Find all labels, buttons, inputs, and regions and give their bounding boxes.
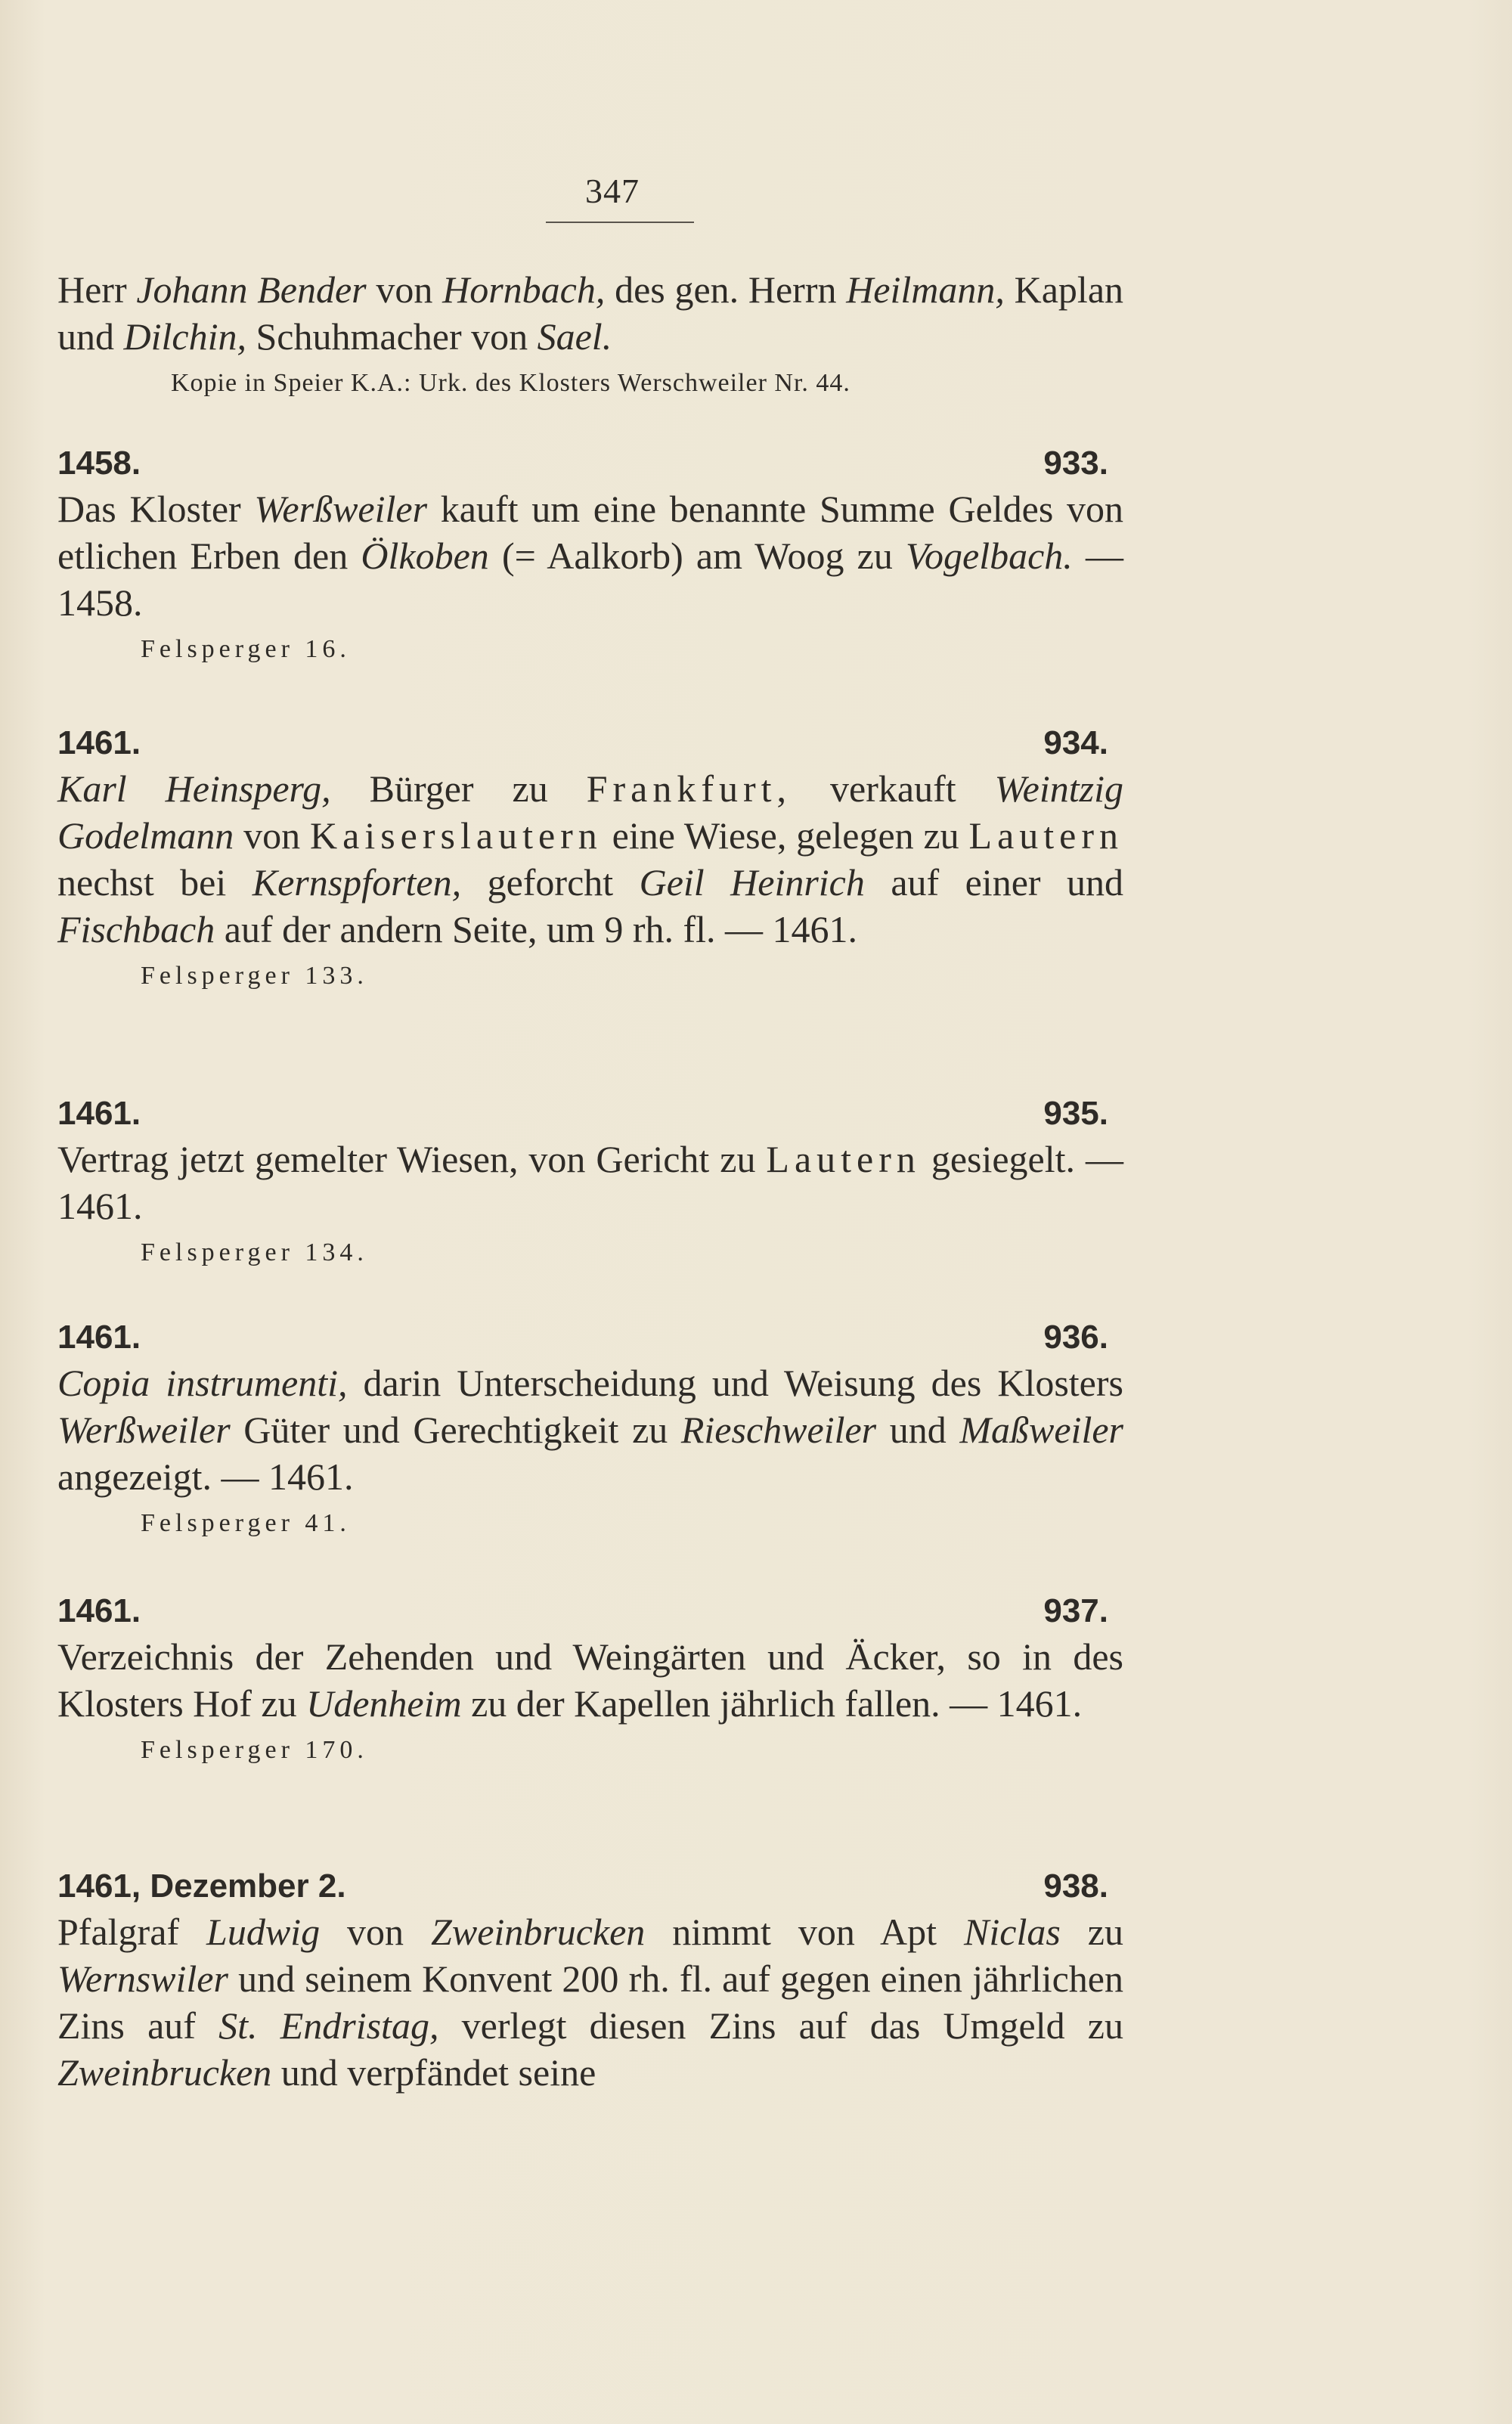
entry-number: 936. [1043,1319,1108,1356]
entry-date: 1461. [57,1319,141,1356]
page-number: 347 [585,172,640,210]
entry-header [57,724,1123,762]
entry-header [57,1319,1123,1356]
entry-source-note: Felsperger 16. [141,635,351,663]
entry-date: 1461, Dezember 2. [57,1868,346,1905]
entry-header [57,1095,1123,1133]
entry-number: 938. [1043,1868,1108,1905]
entry-source-note: Felsperger 134. [141,1238,368,1266]
entry-date: 1458. [57,445,141,482]
entry-number: 933. [1043,445,1108,482]
entry-text: Pfalgraf Ludwig von Zweinbrucken nimmt von Apt Niclas zu Wernswiler und seinem Konvent 200 rh. fl. auf gegen einen jährlichen Zins auf St. Endristag, verlegt diesen Zins auf das Umgeld zu Zweinbrucken und verpfändet seine [57,1911,1124,2094]
entry-938 [57,1868,1123,2096]
entry-number: 934. [1043,724,1108,761]
entry-text: Copia instrumenti, darin Unterscheidung und Weisung des Klosters Werßweiler Güter und Gerechtigkeit zu Rieschweiler und Maßweiler angezeigt. — 1461. [57,1362,1123,1498]
entry-header [57,1868,1123,1905]
intro-entry [57,266,1123,401]
entry-936 [57,1319,1123,1541]
entry-number: 935. [1043,1095,1108,1132]
entry-source-note: Felsperger 170. [141,1736,368,1764]
entry-date: 1461. [57,1095,141,1132]
intro-text: Herr Johann Bender von Hornbach, des gen. Herrn Heilmann, Kaplan und Dilchin, Schuhmacher von Sael. [57,268,1124,358]
page-number-rule [546,222,694,223]
entry-date: 1461. [57,1592,141,1629]
entry-header [57,445,1123,482]
entry-text: Verzeichnis der Zehenden und Weingärten und Äcker, so in des Klosters Hof zu Udenheim zu der Kapellen jährlich fallen. — 1461. [57,1635,1123,1725]
entry-text: Karl Heinsperg, Bürger zu Frankfurt, verkauft Weintzig Godelmann von Kaiserslautern eine Wiese, gelegen zu Lautern nechst bei Kernspforten, geforcht Geil Heinrich auf einer und Fischbach auf der andern Seite, um 9 rh. fl. — 1461. [57,767,1124,950]
entry-text: Das Kloster Werßweiler kauft um eine benannte Summe Geldes von etlichen Erben den Ölkoben (= Aalkorb) am Woog zu Vogelbach. — 1458. [57,488,1124,624]
intro-source-note: Kopie in Speier K.A.: Urk. des Klosters Werschweiler Nr. 44. [171,369,850,397]
entry-number: 937. [1043,1592,1108,1629]
entry-source-note: Felsperger 41. [141,1509,351,1537]
entry-source-note: Felsperger 133. [141,962,368,990]
entry-header [57,1592,1123,1630]
entry-text: Vertrag jetzt gemelter Wiesen, von Gericht zu Lautern gesiegelt. — 1461. [57,1138,1123,1227]
entry-935 [57,1095,1123,1270]
entry-934 [57,724,1123,993]
entry-date: 1461. [57,724,141,761]
entry-933 [57,445,1123,667]
entry-937 [57,1592,1123,1768]
